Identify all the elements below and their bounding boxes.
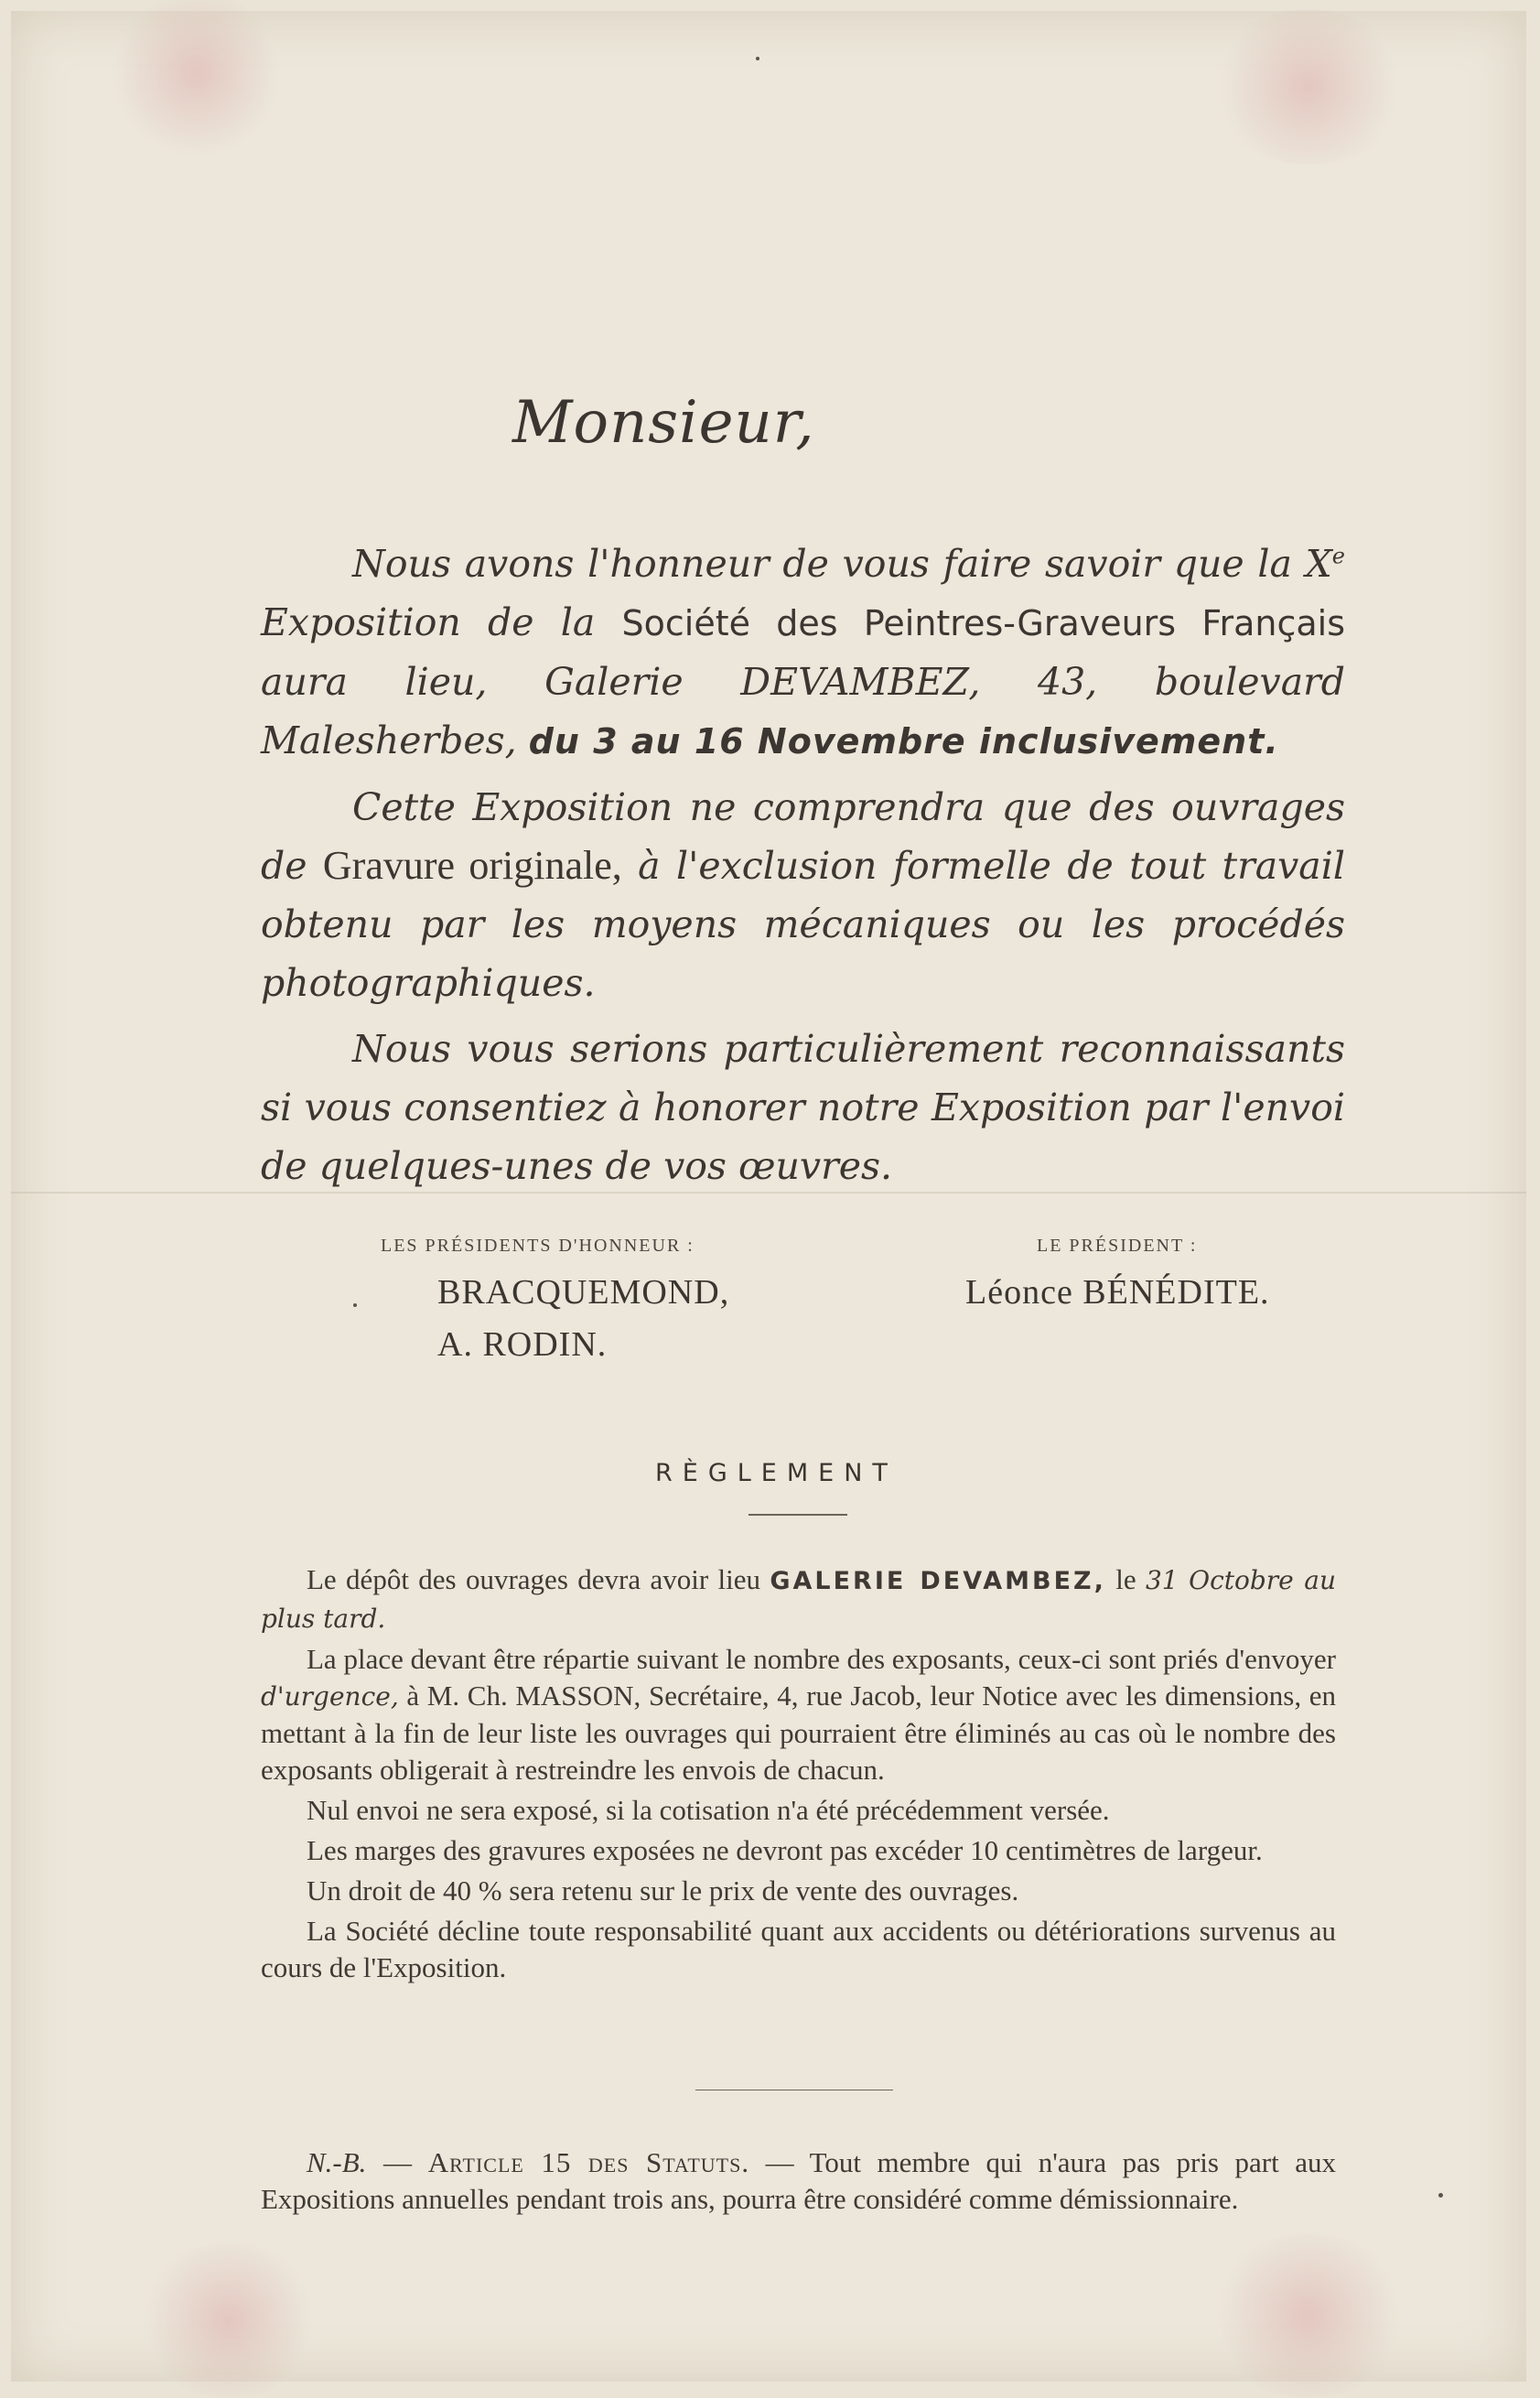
rule-fee: Nul envoi ne sera exposé, si la cotisation n'a été précédemment versée. xyxy=(307,1794,1110,1826)
president-name: Léonce BÉNÉDITE. xyxy=(965,1273,1270,1312)
speck xyxy=(353,1303,357,1307)
speck xyxy=(756,57,759,60)
title-rule xyxy=(748,1514,847,1516)
honorary-president-1: BRACQUEMOND, xyxy=(437,1273,730,1312)
reglement-rules xyxy=(261,1561,1336,1990)
note-prefix: N.-B. xyxy=(307,2146,367,2178)
rule-deposit: Le dépôt des ouvrages devra avoir lieu GALERIE DEVAMBEZ, le 31 Octobre au plus tard. xyxy=(261,1563,1336,1634)
salutation: Monsieur, xyxy=(512,389,815,457)
paragraph-request: Nous vous serions particulièrement reconnaissants si vous consentiez à honorer notre Exposition par l'envoi de quelques-unes de vos œuvres. xyxy=(261,1026,1345,1188)
society-name: Société des Peintres-Graveurs Français xyxy=(621,602,1345,643)
exhibition-dates: du 3 au 16 Novembre inclusivement. xyxy=(528,720,1279,762)
stain-bottom-left xyxy=(137,2242,320,2398)
stain-top-right xyxy=(1208,9,1409,165)
rule-notice: La place devant être répartie suivant le nombre des exposants, ceux-ci sont priés d'envoyer d'urgence, à M. Ch. MASSON, Secrétaire, 4, rue Jacob, leur Notice avec les dimensions, en mettant à la fin de leur liste les ouvrages qui pourraient être éliminés au cas où le nombre des exposants obligerait à restreindre les envois de chacun. xyxy=(261,1643,1336,1786)
note-text: — Tout membre qui n'aura pas pris part aux Expositions annuelles pendant trois ans, pourra être considéré comme démissionnaire. xyxy=(261,2146,1336,2215)
president-label: LE PRÉSIDENT : xyxy=(1037,1236,1198,1256)
stain-bottom-right xyxy=(1208,2233,1409,2398)
reglement-title: RÈGLEMENT xyxy=(655,1459,898,1487)
paragraph-conditions: Cette Exposition ne comprendra que des ouvrages de Gravure originale, à l'exclusion formelle de tout travail obtenu par les moyens mécaniques ou les procédés photographiques. xyxy=(261,784,1345,1005)
honorary-president-2: A. RODIN. xyxy=(437,1325,608,1364)
note-article: — Article 15 des Statuts. xyxy=(366,2146,750,2178)
note-bene xyxy=(261,2144,1336,2218)
honorary-presidents-label: LES PRÉSIDENTS D'HONNEUR : xyxy=(381,1236,695,1256)
paragraph-announcement: Nous avons l'honneur de vous faire savoir que la Xe Exposition de la Société des Peintres-Graveurs Français aura lieu, Galerie DEVAMBEZ, 43, boulevard Malesherbes, du 3 au 16 Novembre inclusivement. xyxy=(261,541,1345,762)
rule-commission: Un droit de 40 % sera retenu sur le prix de vente des ouvrages. xyxy=(307,1874,1019,1907)
rule-margins: Les marges des gravures exposées ne devront pas excéder 10 centimètres de largeur. xyxy=(307,1834,1263,1866)
rule-liability: La Société décline toute responsabilité quant aux accidents ou détériorations survenus au cours de l'Exposition. xyxy=(261,1915,1336,1983)
speck xyxy=(1438,2193,1443,2198)
letter-body xyxy=(261,526,1345,1203)
